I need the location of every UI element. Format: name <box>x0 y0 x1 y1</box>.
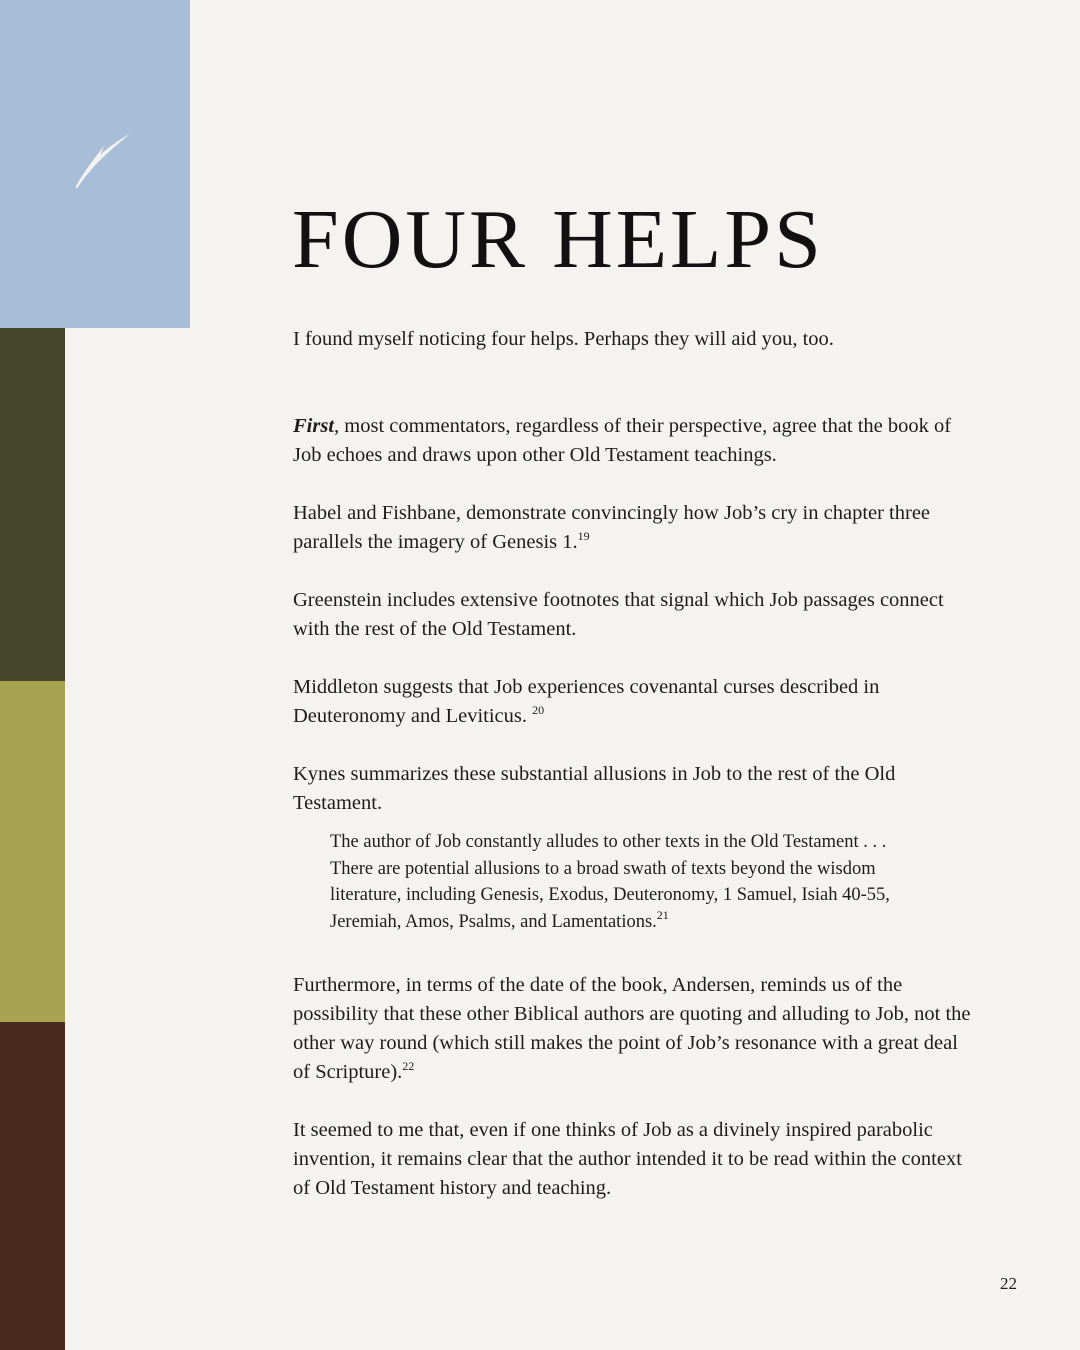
footnote-ref-21[interactable]: 21 <box>656 907 669 922</box>
footnote-ref-19[interactable]: 19 <box>577 529 590 543</box>
middleton-text: Middleton suggests that Job experiences covenantal curses described in Deuteronomy and Leviticus. <box>293 676 880 727</box>
habel-paragraph <box>293 499 973 557</box>
closing-paragraph: It seemed to me that, even if one thinks of Job as a divinely inspired parabolic invention, it remains clear that the author intended it to be read within the context of Old Testament history and teaching. <box>293 1119 962 1199</box>
block-quote-text: The author of Job constantly alludes to other texts in the Old Testament . . . There are potential allusions to a broad swath of texts beyond the wisdom literature, including Genesis, Exodus, Deuteronomy, 1 Samuel, Isiah 40-55, Jeremiah, Amos, Psalms, and Lamentations. <box>330 832 890 932</box>
body-text <box>293 325 973 1232</box>
light-olive-color-band <box>0 681 65 1022</box>
footnote-ref-22[interactable]: 22 <box>402 1059 415 1073</box>
block-quote <box>330 829 930 935</box>
habel-text: Habel and Fishbane, demonstrate convincingly how Job’s cry in chapter three parallels the imagery of Genesis 1. <box>293 502 931 553</box>
brown-color-band <box>0 1022 65 1350</box>
middleton-paragraph <box>293 673 973 731</box>
furthermore-paragraph <box>293 971 973 1087</box>
furthermore-text: Furthermore, in terms of the date of the book, Andersen, reminds us of the possibility that these other Biblical authors are quoting and alluding to Job, not the other way round (which still makes the point of Job’s resonance with a great deal of Scripture). <box>293 974 971 1083</box>
first-help-text: , most commentators, regardless of their perspective, agree that the book of Job echoes and draws upon other Old Testament teachings. <box>293 415 952 466</box>
page-number: 22 <box>1000 1274 1017 1293</box>
greenstein-paragraph: Greenstein includes extensive footnotes that signal which Job passages connect with the rest of the Old Testament. <box>293 589 944 640</box>
first-lead-word: First <box>293 415 335 437</box>
footnote-ref-20[interactable]: 20 <box>532 703 545 717</box>
kynes-paragraph: Kynes summarizes these substantial allusions in Job to the rest of the Old Testament. <box>293 763 896 814</box>
first-help-paragraph <box>293 412 973 470</box>
intro-paragraph: I found myself noticing four helps. Perhaps they will aid you, too. <box>293 328 834 350</box>
numeral-one-brush-icon <box>70 128 136 194</box>
dark-olive-color-band <box>0 328 65 681</box>
chapter-title: FOUR HELPS <box>292 193 824 286</box>
